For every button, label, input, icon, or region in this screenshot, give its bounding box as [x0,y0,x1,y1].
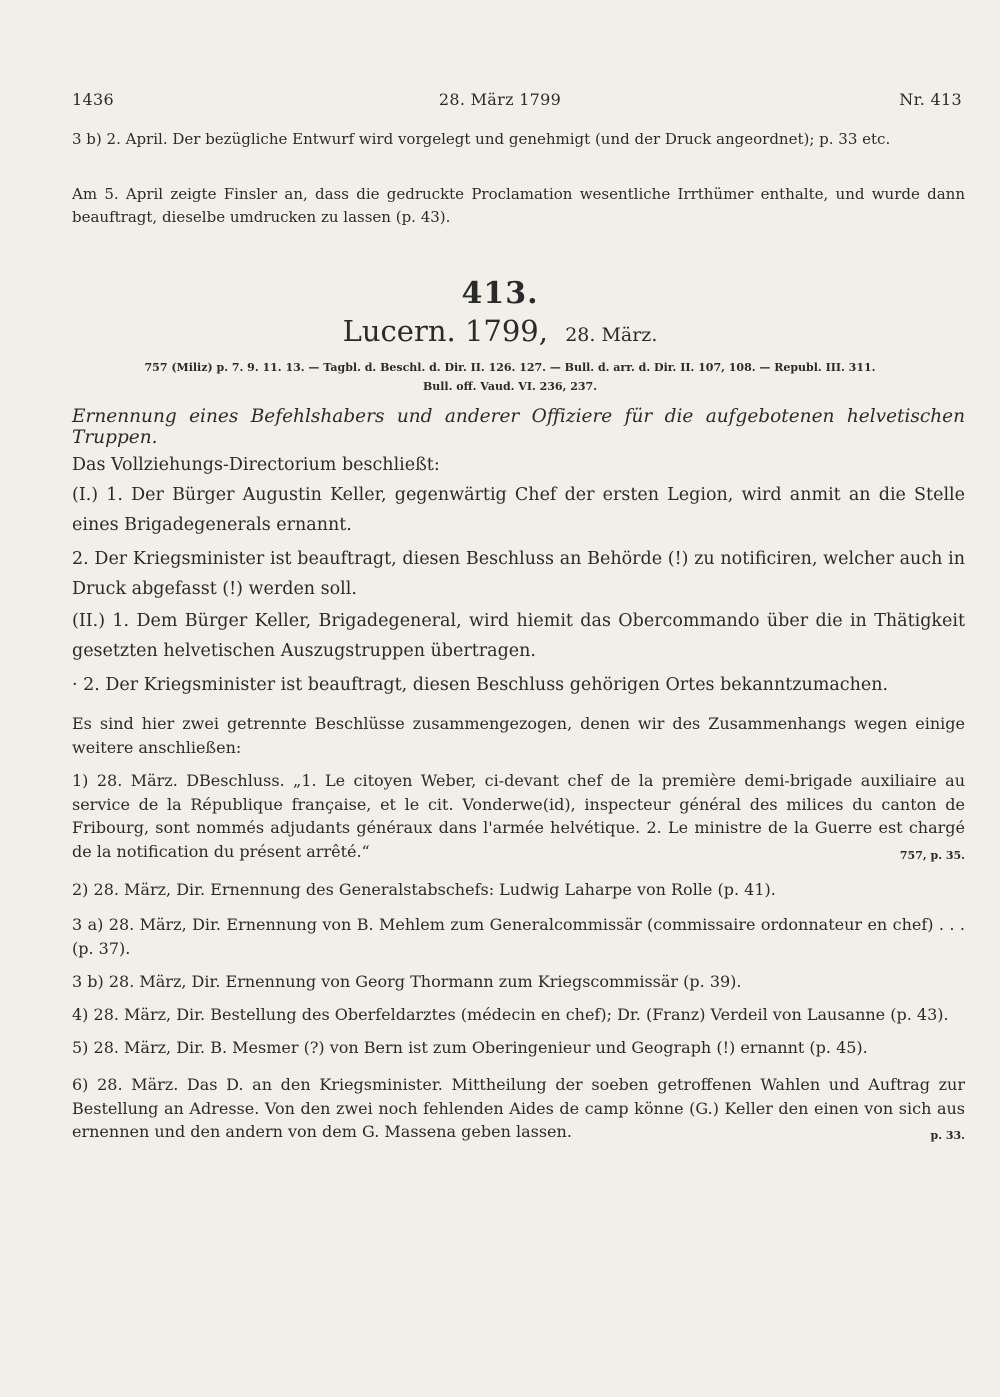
note-1-ref: 757, p. 35. [899,848,965,862]
decree-intro: Das Vollziehungs-Directorium beschließt: [72,455,440,475]
note-6-ref: p. 33. [930,1129,965,1142]
decree-ii-2: · 2. Der Kriegsminister ist beauftragt, diesen Beschluss gehörigen Ortes bekanntzumachen. [72,675,889,695]
entry-number-header: Nr. 413 [899,90,962,109]
note-1-text: 1) 28. März. DBeschluss. „1. Le citoyen Weber, ci-devant chef de la première demi-brigade auxiliaire au service de la République française, et le cit. Vonderwe(id), inspecteur général des milices du canton de Fribourg, sont nommés adjudants généraux dans l'armée helvétique. 2. Le ministre de la Guerre est chargé de la notification du présent arrêté.“ [72,771,965,861]
notes-intro: Es sind hier zwei getrennte Beschlüsse zusammengezogen, denen wir des Zusammenhangs wegen einige weitere anschließen: [72,714,965,757]
sources-line-2: Bull. off. Vaud. VI. 236, 237. [422,380,598,393]
decree-i-1: (I.) 1. Der Bürger Augustin Keller, gegenwärtig Chef der ersten Legion, wird anmit an die Stelle eines Brigadegenerals ernannt. [72,485,965,535]
note-3a: 3 a) 28. März, Dir. Ernennung von B. Mehlem zum Generalcommissär (commissaire ordonnateur en chef) . . . (p. 37). [72,915,965,958]
note-6 [72,1073,965,1148]
note-3b: 3 b) 28. März, Dir. Ernennung von Georg Thormann zum Kriegscommissär (p. 39). [72,972,742,991]
intro-paragraph-2: Am 5. April zeigte Finsler an, dass die gedruckte Proclamation wesentliche Irrthümer enthalte, und wurde dann beauftragt, dieselbe umdrucken zu lassen (p. 43). [72,185,965,226]
decree-ii-1: (II.) 1. Dem Bürger Keller, Brigadegeneral, wird hiemit das Obercommando über die in Thätigkeit gesetzten helvetischen Auszugstruppen übertragen. [72,611,965,661]
running-header-date: 28. März 1799 [438,90,562,109]
decree-i-2: 2. Der Kriegsminister ist beauftragt, diesen Beschluss an Behörde (!) zu notificiren, welcher auch in Druck abgefasst (!) werden soll. [72,549,965,599]
intro-paragraph-1: 3 b) 2. April. Der bezügliche Entwurf wird vorgelegt und genehmigt (und der Druck angeordnet); p. 33 etc. [72,130,891,148]
sources-line-1: 757 (Miliz) p. 7. 9. 11. 13. — Tagbl. d. Beschl. d. Dir. II. 126. 127. — Bull. d. arr. d. Dir. II. 107, 108. — Republ. III. 311. [144,361,876,374]
entry-title [0,314,1000,348]
entry-number: 413. [461,276,539,311]
note-4: 4) 28. März, Dir. Bestellung des Oberfeldarztes (médecin en chef); Dr. (Franz) Verdeil von Lausanne (p. 43). [72,1005,949,1024]
entry-subject: Ernennung eines Befehlshabers und anderer Offiziere für die aufgebotenen helvetischen Truppen. [72,406,965,448]
note-1 [72,769,965,867]
entry-date: 28. März. [565,324,658,346]
note-2: 2) 28. März, Dir. Ernennung des Generalstabschefs: Ludwig Laharpe von Rolle (p. 41). [72,880,776,899]
page-number: 1436 [72,90,114,109]
note-6-text: 6) 28. März. Das D. an den Kriegsminister. Mittheilung der soeben getroffenen Wahlen und Auftrag zur Bestellung an Adresse. Von den zwei noch fehlenden Aides de camp könne (G.) Keller den einen von sich aus ernennen und den andern von dem G. Massena geben lassen. [72,1075,965,1141]
entry-place-year: Lucern. 1799, [342,314,548,348]
note-5: 5) 28. März, Dir. B. Mesmer (?) von Bern ist zum Oberingenieur und Geograph (!) ernannt (p. 45). [72,1038,868,1057]
